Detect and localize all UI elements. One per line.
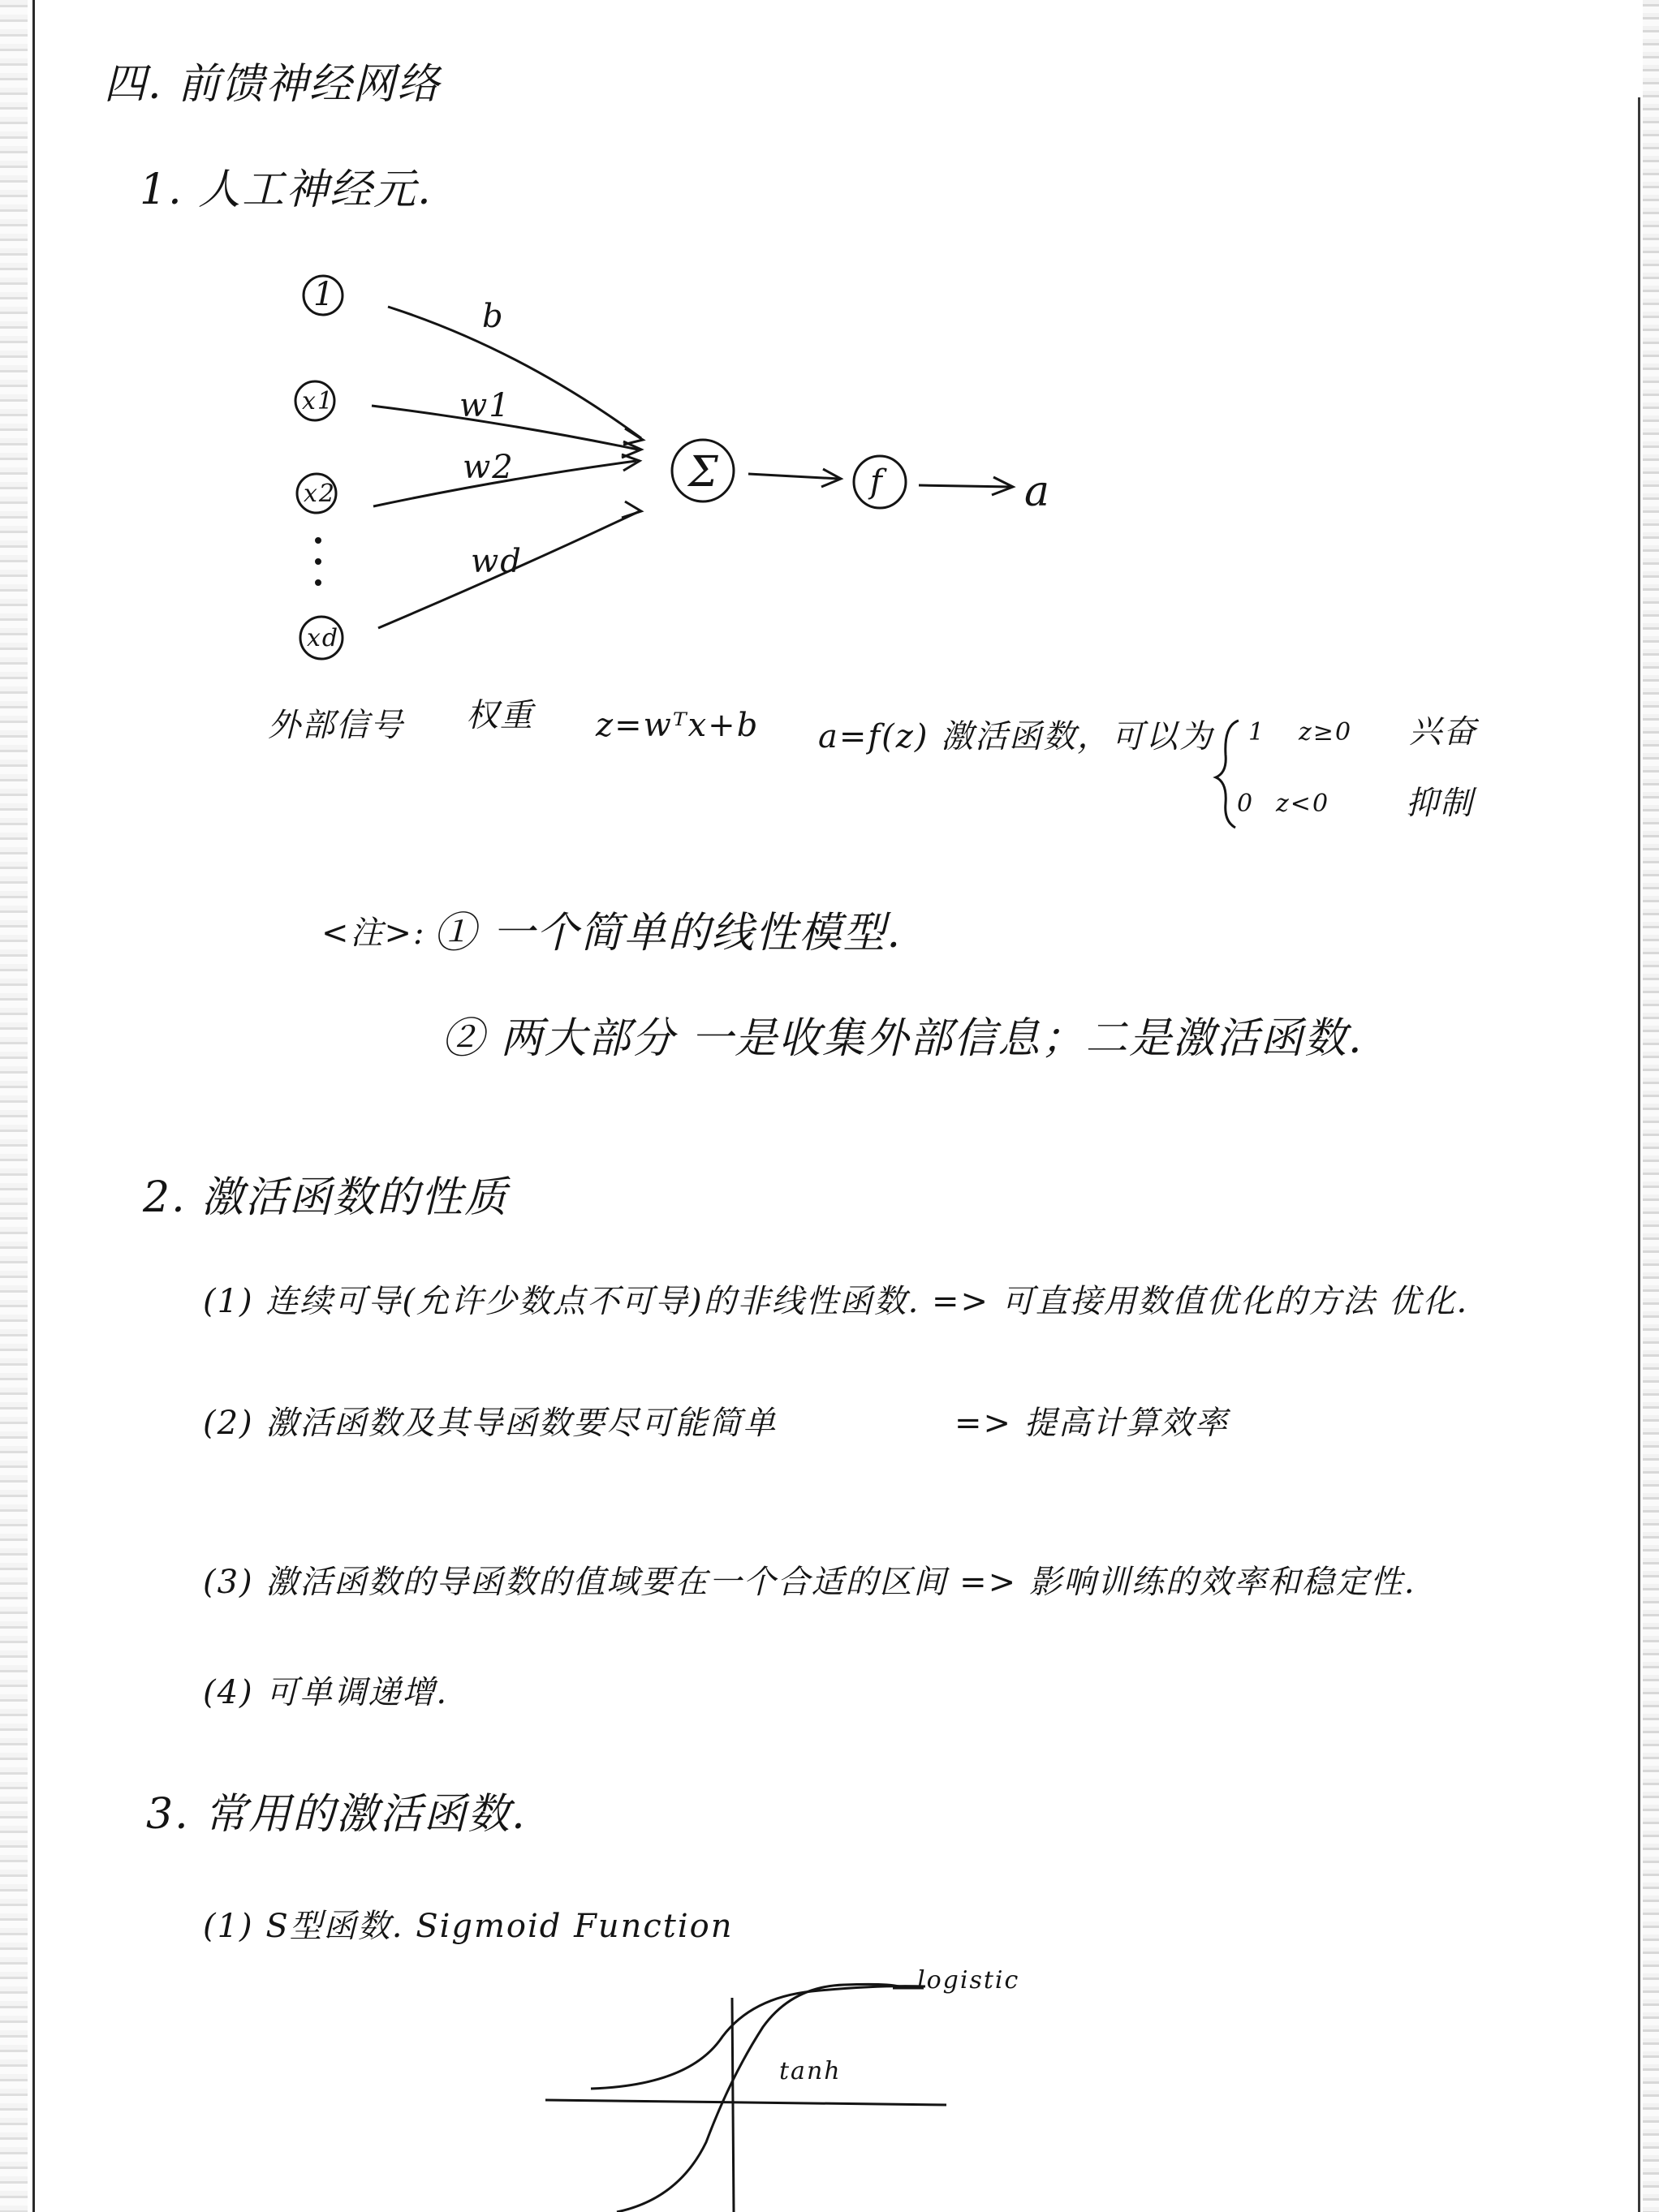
subsection-2-title: 2. 激活函数的性质: [143, 1173, 509, 1222]
input-label-x2: x2: [304, 480, 337, 508]
activation-node-label: f: [870, 463, 884, 501]
caption-external-signal: 外部信号: [268, 707, 404, 744]
property-item-3: (3) 激活函数的导函数的值域要在一个合适的区间 => 影响训练的效率和稳定性.: [203, 1564, 1416, 1601]
caption-net-input: z=wᵀx+b: [596, 707, 760, 744]
weight-label-b: b: [482, 298, 505, 335]
subsection-3-title: 3. 常用的激活函数.: [146, 1790, 527, 1839]
notes-label: <注>:: [321, 914, 426, 952]
case-0-value: 0: [1237, 790, 1255, 818]
weight-label-w1: w1: [459, 387, 511, 424]
logistic-curve: [591, 1986, 925, 2089]
output-label: a: [1024, 467, 1052, 516]
weight-label-wd: wd: [471, 543, 523, 580]
sigmoid-item: (1) S型函数. Sigmoid Function: [203, 1908, 734, 1945]
property-item-2: (2) 激活函数及其导函数要尽可能简单: [203, 1405, 778, 1442]
input-label-xd: xd: [307, 624, 340, 652]
case-0-condition: z<0: [1276, 790, 1330, 818]
case-1-value: 1: [1248, 718, 1266, 747]
caption-weights: 权重: [466, 697, 534, 734]
weight-label-w2: w2: [463, 449, 515, 486]
property-item-1: (1) 连续可导(允许少数点不可导)的非线性函数. => 可直接用数值优化的方法 优化.: [203, 1283, 1469, 1320]
case-1-condition: z≥0: [1299, 718, 1353, 747]
caption-activation: a=f(z) 激活函数，可以为: [818, 718, 1214, 755]
tanh-curve: [617, 1984, 899, 2212]
property-item-2-result: => 提高计算效率: [954, 1405, 1229, 1442]
sum-node-label: Σ: [688, 448, 720, 497]
x-axis: [545, 2100, 946, 2105]
subsection-1-title: 1. 人工神经元.: [140, 166, 433, 214]
note-1: ① 一个简单的线性模型.: [433, 909, 903, 958]
logistic-label: logistic: [917, 1966, 1020, 1995]
y-axis: [732, 1998, 734, 2212]
input-label-x1: x1: [302, 387, 335, 415]
case-0-label: 抑制: [1406, 785, 1474, 822]
tanh-label: tanh: [779, 2057, 842, 2085]
section-title: 四. 前馈神经网络: [104, 60, 442, 109]
note-2: ② 两大部分 一是收集外部信息；二是激活函数.: [442, 1014, 1364, 1063]
property-item-4: (4) 可单调递增.: [203, 1674, 449, 1711]
input-label-1: 1: [313, 276, 336, 313]
case-1-label: 兴奋: [1409, 713, 1477, 751]
